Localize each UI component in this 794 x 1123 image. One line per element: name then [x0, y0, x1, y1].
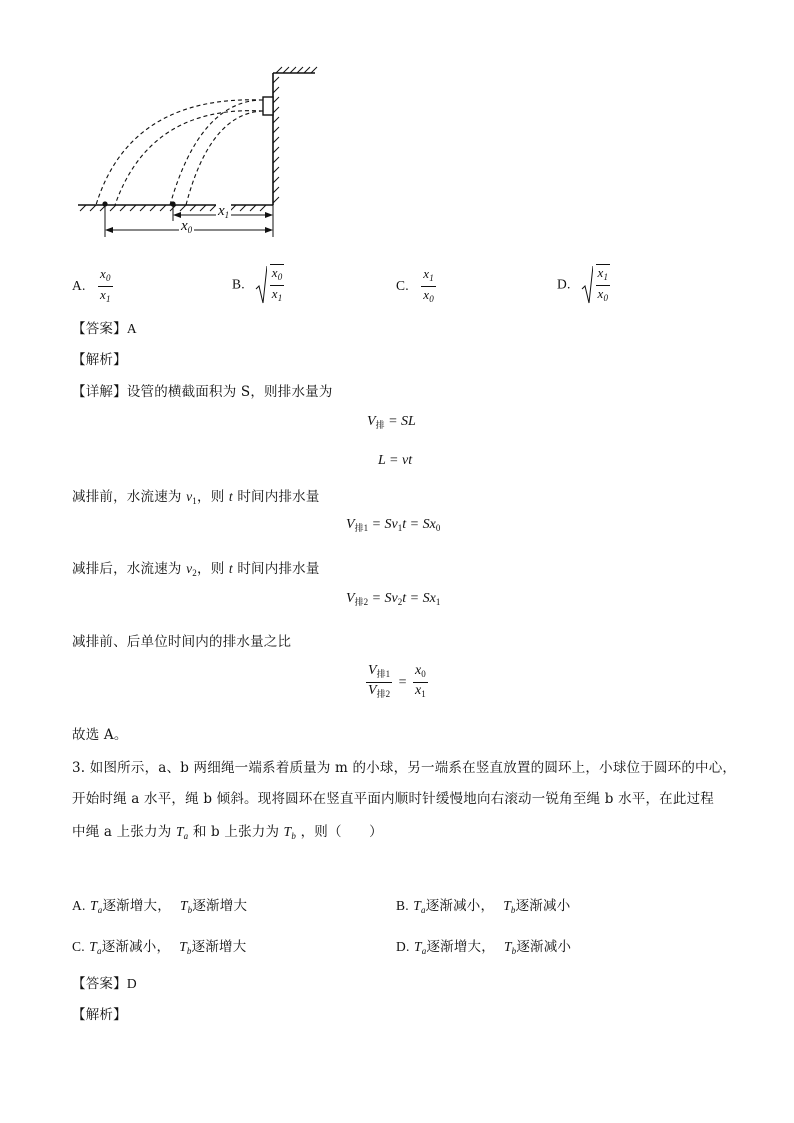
x0-arrow-left	[105, 227, 113, 233]
option-c-fraction: $\frac{x_1}{x_0}$	[421, 266, 436, 307]
option-c[interactable]	[396, 266, 436, 307]
option-a[interactable]	[72, 266, 113, 307]
q3-option-a[interactable]: A. $T_a$逐渐增大， $T_b$逐渐增大	[72, 898, 248, 915]
option-d-sqrt: $\frac{x_1}{x_0}$	[581, 264, 610, 306]
option-d-letter: D.	[557, 276, 571, 292]
equation-1: $V_排$ = SL	[367, 414, 416, 430]
equation-4: $V_{排2} = Sv_2t = Sx_1$	[346, 591, 441, 607]
analysis-label-q2: 【解析】	[72, 352, 127, 368]
option-a-fraction: $\frac{x_0}{x_1}$	[98, 266, 113, 307]
q3-option-d[interactable]: D. $T_a$逐渐增大， $T_b$逐渐减小	[396, 939, 572, 956]
answer-value: A	[126, 321, 137, 336]
trajectory-lower-near	[186, 111, 263, 205]
option-b-letter: B.	[232, 276, 245, 292]
equation-ratio: $\frac{V_{排1}}{V_{排2}}$ = $\frac{x_0}{x_1}$	[366, 663, 428, 702]
q3-line-1: 3. 如图所示，a、b 两细绳一端系着质量为 m 的小球，另一端系在竖直放置的圆环上，小球位于圆环的中心，	[72, 760, 737, 776]
option-d[interactable]	[557, 264, 610, 306]
pipe-outlet	[263, 97, 273, 115]
label-x0: $x_0$	[181, 218, 193, 235]
q3-line-2: 开始时绳 a 水平，绳 b 倾斜。现将圆环在竖直平面内顺时针缓慢地向右滚动一锐角至绳 b 水平，在此过程	[72, 791, 714, 807]
equation-3: $V_{排1} = Sv_1t = Sx_0$	[346, 517, 441, 533]
wall-top-hatch	[276, 67, 317, 73]
trajectory-upper-far	[96, 100, 263, 205]
label-x1: $x_1$	[218, 203, 230, 220]
answer-q2	[72, 317, 137, 337]
x0-arrow-right	[265, 227, 273, 233]
q3-option-c[interactable]: C. $T_a$逐渐减小， $T_b$逐渐增大	[72, 939, 247, 956]
wall-hatch	[273, 77, 279, 203]
trajectory-lower-far	[115, 111, 263, 205]
q3-line-3: 中绳 a 上张力为 $T_a$ 和 b 上张力为 $T_b$ ，则（ ）	[72, 824, 383, 841]
ratio-text: 减排前、后单位时间内的排水量之比	[72, 634, 292, 650]
answer-label: 【答案】	[72, 321, 127, 337]
equation-2: L = vt	[378, 453, 413, 468]
option-b-sqrt: $\frac{x_0}{x_1}$	[255, 264, 284, 306]
detail-label: 【详解】	[72, 384, 127, 400]
conclusion-text: 故选 A。	[72, 727, 128, 743]
option-c-letter: C.	[396, 278, 409, 293]
q3-option-b[interactable]: B. $T_a$逐渐减小， $T_b$逐渐减小	[396, 898, 571, 915]
detail-intro-text: 设管的横截面积为 S，则排水量为	[126, 384, 333, 400]
sqrt-sign-icon	[581, 265, 593, 305]
trajectory-upper-near	[170, 100, 263, 205]
before-text: 减排前，水流速为 $v_1$，则 t 时间内排水量	[72, 489, 320, 506]
diagram-svg	[70, 65, 330, 245]
sqrt-sign-icon	[255, 265, 267, 305]
trajectories	[96, 100, 263, 205]
option-a-letter: A.	[72, 278, 86, 293]
x1-arrow-right	[265, 212, 273, 218]
option-b[interactable]	[232, 264, 284, 306]
detail-intro	[72, 380, 333, 400]
answer-q3: 【答案】D	[72, 976, 137, 992]
after-text: 减排后，水流速为 $v_2$，则 t 时间内排水量	[72, 561, 320, 578]
projectile-diagram	[70, 65, 330, 245]
analysis-label-q3: 【解析】	[72, 1007, 127, 1023]
